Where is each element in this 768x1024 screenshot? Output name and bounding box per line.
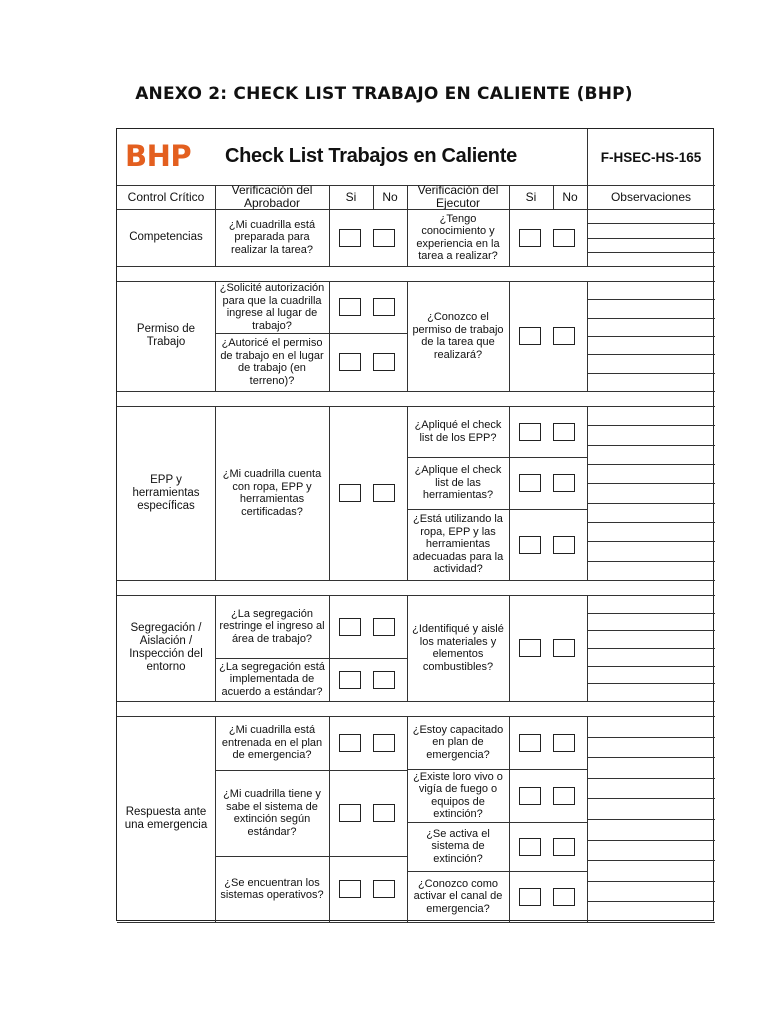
approver-si-checkbox[interactable] — [339, 298, 361, 316]
grid-line — [215, 209, 216, 266]
approver-no-checkbox[interactable] — [373, 618, 395, 636]
executor-question: ¿Apliqué el check list de los EPP? — [414, 419, 502, 444]
executor-no-checkbox[interactable] — [553, 787, 575, 805]
observation-line[interactable] — [587, 666, 715, 667]
executor-si-checkbox[interactable] — [519, 838, 541, 856]
observation-line[interactable] — [587, 757, 715, 758]
approver-no-checkbox[interactable] — [373, 880, 395, 898]
executor-no-checkbox[interactable] — [553, 423, 575, 441]
approver-no-checkbox[interactable] — [373, 671, 395, 689]
header-approver-si: Si — [345, 189, 357, 204]
header-executor-no: No — [562, 189, 578, 204]
grid-line — [509, 185, 510, 209]
observation-line[interactable] — [587, 354, 715, 355]
grid-line — [117, 266, 715, 267]
approver-no-checkbox[interactable] — [373, 229, 395, 247]
approver-si-checkbox[interactable] — [339, 353, 361, 371]
executor-no-checkbox[interactable] — [553, 327, 575, 345]
observation-line[interactable] — [587, 737, 715, 738]
approver-si-checkbox[interactable] — [339, 229, 361, 247]
grid-line — [329, 716, 330, 922]
executor-question: ¿Estoy capacitado en plan de emergencia? — [412, 723, 504, 761]
category-label: Respuesta ante una emergencia — [124, 806, 208, 831]
executor-no-checkbox[interactable] — [553, 639, 575, 657]
observation-line[interactable] — [587, 373, 715, 374]
observation-line[interactable] — [587, 819, 715, 820]
header-executor: Verificación del Ejecutor — [417, 185, 499, 209]
approver-si-checkbox[interactable] — [339, 618, 361, 636]
form-code: F-HSEC-HS-165 — [600, 149, 702, 165]
observation-line[interactable] — [587, 648, 715, 649]
category-label: Segregación / Aislación / Inspección del entorno — [129, 622, 203, 673]
executor-si-checkbox[interactable] — [519, 787, 541, 805]
grid-line — [215, 185, 216, 209]
grid-line — [509, 595, 510, 701]
executor-si-checkbox[interactable] — [519, 536, 541, 554]
executor-question: ¿Conozco el permiso de trabajo de la tarea que realizará? — [412, 311, 504, 361]
observation-line[interactable] — [587, 630, 715, 631]
observation-line[interactable] — [587, 464, 715, 465]
approver-question: ¿Autoricé el permiso de trabajo en el lugar de trabajo (en terreno)? — [220, 337, 324, 387]
grid-line — [117, 580, 715, 581]
grid-line — [509, 209, 510, 266]
approver-si-checkbox[interactable] — [339, 804, 361, 822]
grid-line — [587, 129, 588, 209]
approver-question: ¿Mi cuadrilla está preparada para realizar la tarea? — [228, 218, 316, 256]
observation-line[interactable] — [587, 798, 715, 799]
form-title: Check List Trabajos en Caliente — [225, 145, 517, 167]
category-label: EPP y herramientas específicas — [132, 473, 200, 512]
grid-line — [587, 406, 588, 580]
grid-line — [329, 185, 330, 209]
approver-no-checkbox[interactable] — [373, 298, 395, 316]
grid-line — [117, 391, 715, 392]
grid-line — [215, 406, 216, 580]
observation-line[interactable] — [587, 483, 715, 484]
observation-line[interactable] — [587, 840, 715, 841]
observation-line[interactable] — [587, 252, 715, 253]
executor-si-checkbox[interactable] — [519, 327, 541, 345]
grid-line — [373, 185, 374, 209]
observation-line[interactable] — [587, 881, 715, 882]
header-executor-si: Si — [525, 189, 537, 204]
executor-si-checkbox[interactable] — [519, 423, 541, 441]
grid-line — [407, 185, 408, 209]
grid-line — [117, 701, 715, 702]
approver-question: ¿Mi cuadrilla está entrenada en el plan de emergencia? — [221, 724, 323, 762]
approver-no-checkbox[interactable] — [373, 353, 395, 371]
approver-question: ¿La segregación restringe el ingreso al área de trabajo? — [219, 607, 325, 645]
observation-line[interactable] — [587, 901, 715, 902]
bhp-logo: BHP — [125, 139, 192, 173]
observation-line[interactable] — [587, 445, 715, 446]
approver-si-checkbox[interactable] — [339, 734, 361, 752]
grid-line — [329, 209, 330, 266]
grid-line — [215, 595, 216, 701]
category-label: Competencias — [129, 231, 203, 243]
grid-line — [329, 281, 330, 391]
annex-title: ANEXO 2: CHECK LIST TRABAJO EN CALIENTE (BHP) — [135, 84, 633, 104]
executor-si-checkbox[interactable] — [519, 639, 541, 657]
grid-line — [509, 406, 510, 580]
observation-line[interactable] — [587, 425, 715, 426]
observation-line[interactable] — [587, 683, 715, 684]
observation-line[interactable] — [587, 299, 715, 300]
approver-question: ¿La segregación está implementada de acuerdo a estándar? — [219, 660, 325, 698]
observation-line[interactable] — [587, 613, 715, 614]
executor-no-checkbox[interactable] — [553, 229, 575, 247]
grid-line — [329, 406, 330, 580]
grid-line — [553, 185, 554, 209]
approver-no-checkbox[interactable] — [373, 484, 395, 502]
grid-line — [509, 716, 510, 922]
executor-no-checkbox[interactable] — [553, 838, 575, 856]
grid-line — [509, 281, 510, 391]
executor-no-checkbox[interactable] — [553, 474, 575, 492]
executor-no-checkbox[interactable] — [553, 734, 575, 752]
approver-question: ¿Se encuentran los sistemas operativos? — [220, 876, 324, 901]
executor-question: ¿Aplique el check list de las herramientas? — [414, 464, 502, 502]
executor-si-checkbox[interactable] — [519, 888, 541, 906]
executor-question: ¿Existe loro vivo o vigía de fuego o equipos de extinción? — [413, 770, 503, 820]
grid-line — [117, 185, 715, 186]
observation-line[interactable] — [587, 522, 715, 523]
executor-si-checkbox[interactable] — [519, 734, 541, 752]
grid-line — [407, 406, 408, 580]
observation-line[interactable] — [587, 318, 715, 319]
observation-line[interactable] — [587, 561, 715, 562]
observation-line[interactable] — [587, 860, 715, 861]
executor-question: ¿Está utilizando la ropa, EPP y las herramientas adecuadas para la actividad? — [412, 513, 504, 576]
executor-no-checkbox[interactable] — [553, 888, 575, 906]
executor-no-checkbox[interactable] — [553, 536, 575, 554]
observation-line[interactable] — [587, 778, 715, 779]
header-observations: Observaciones — [610, 189, 692, 204]
grid-line — [407, 209, 408, 266]
grid-line — [215, 281, 216, 391]
category-label: Permiso de Trabajo — [136, 323, 196, 348]
executor-question: ¿Se activa el sistema de extinción? — [426, 827, 490, 865]
approver-question: ¿Mi cuadrilla tiene y sabe el sistema de extinción según estándar? — [223, 788, 321, 838]
executor-si-checkbox[interactable] — [519, 229, 541, 247]
approver-question: ¿Mi cuadrilla cuenta con ropa, EPP y herramientas certificadas? — [222, 468, 322, 518]
grid-line — [215, 716, 216, 922]
grid-line — [407, 716, 408, 922]
approver-no-checkbox[interactable] — [373, 804, 395, 822]
grid-line — [117, 922, 715, 923]
approver-si-checkbox[interactable] — [339, 671, 361, 689]
observation-line[interactable] — [587, 503, 715, 504]
executor-question: ¿Tengo conocimiento y experiencia en la tarea a realizar? — [416, 212, 500, 262]
grid-line — [407, 281, 408, 391]
observation-line[interactable] — [587, 336, 715, 337]
executor-question: ¿Conozco como activar el canal de emergencia? — [413, 877, 503, 915]
header-approver: Verificación del Aprobador — [231, 185, 313, 209]
grid-line — [329, 595, 330, 701]
header-control-critico: Control Crítico — [127, 189, 205, 204]
grid-line — [407, 595, 408, 701]
approver-si-checkbox[interactable] — [339, 484, 361, 502]
approver-no-checkbox[interactable] — [373, 734, 395, 752]
header-approver-no: No — [382, 189, 398, 204]
observation-line[interactable] — [587, 541, 715, 542]
executor-si-checkbox[interactable] — [519, 474, 541, 492]
observation-line[interactable] — [587, 223, 715, 224]
executor-question: ¿Identifiqué y aislé los materiales y elementos combustibles? — [412, 623, 504, 673]
approver-question: ¿Solicité autorización para que la cuadrilla ingrese al lugar de trabajo? — [219, 282, 325, 332]
checklist-form — [116, 128, 714, 921]
observation-line[interactable] — [587, 238, 715, 239]
approver-si-checkbox[interactable] — [339, 880, 361, 898]
